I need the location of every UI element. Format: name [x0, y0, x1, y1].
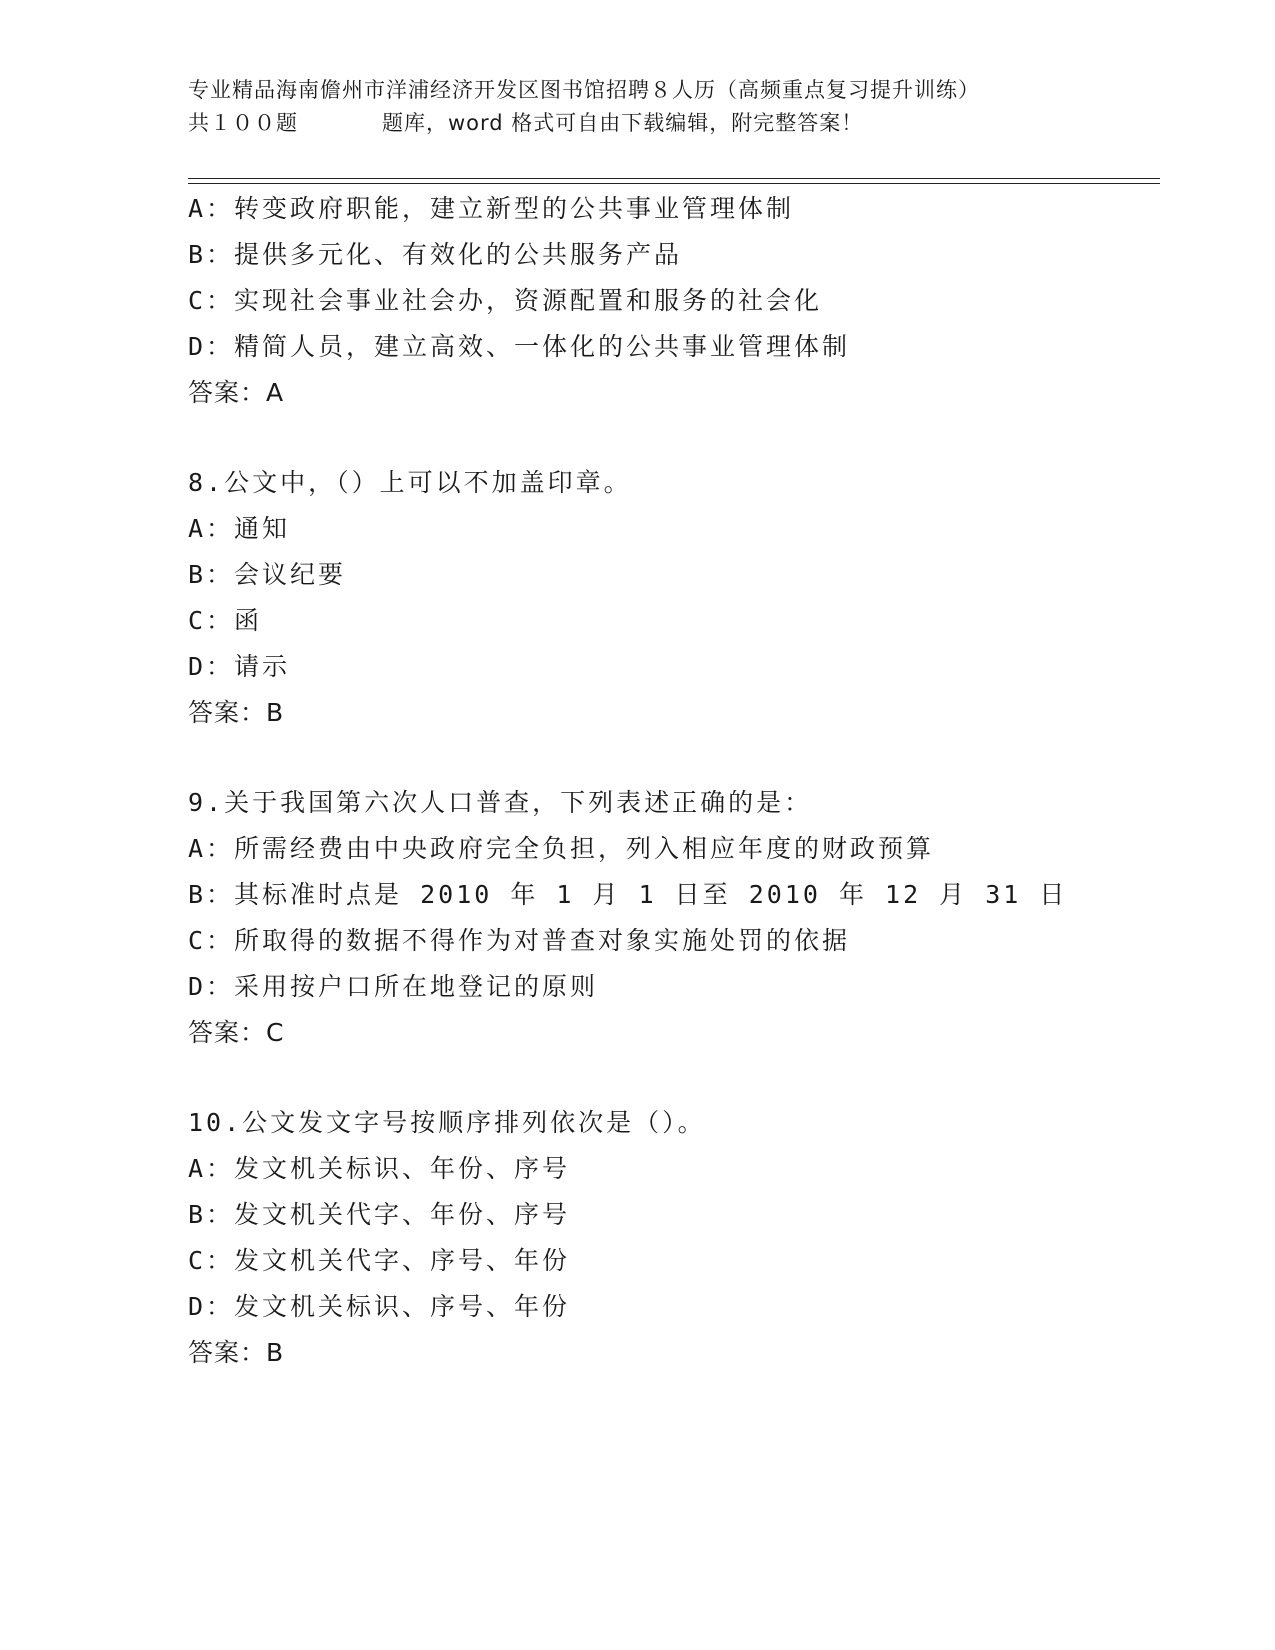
question-block [188, 460, 1188, 736]
option-a: A：发文机关标识、年份、序号 [188, 1154, 571, 1183]
option-b: B：其标准时点是 2010 年 1 月 1 日至 2010 年 12 月 31 日 [188, 880, 1068, 909]
option-c: C：实现社会事业社会办，资源配置和服务的社会化 [188, 286, 823, 315]
header-subtitle [188, 107, 1088, 140]
option-d: D：采用按户口所在地登记的原则 [188, 972, 599, 1001]
question-block [188, 1100, 1188, 1376]
question-prompt: 9.关于我国第六次人口普查，下列表述正确的是： [188, 788, 813, 817]
option-d: D：发文机关标识、序号、年份 [188, 1292, 571, 1321]
option-d: D：请示 [188, 652, 291, 681]
question-block [188, 780, 1188, 1056]
option-b: B：会议纪要 [188, 560, 347, 589]
answer-line: 答案：A [188, 378, 285, 407]
document-header [188, 74, 1088, 140]
answer-line: 答案：B [188, 698, 285, 727]
question-block [188, 186, 1188, 416]
answer-line: 答案：B [188, 1338, 285, 1367]
header-description: 题库，word 格式可自由下载编辑，附完整答案！ [382, 111, 864, 135]
option-a: A：转变政府职能，建立新型的公共事业管理体制 [188, 194, 795, 223]
header-divider-bottom [188, 183, 1160, 184]
header-divider-top [188, 178, 1160, 179]
option-b: B：发文机关代字、年份、序号 [188, 1200, 571, 1229]
option-c: C：发文机关代字、序号、年份 [188, 1246, 571, 1275]
header-title: 专业精品海南儋州市洋浦经济开发区图书馆招聘８人历（高频重点复习提升训练） [188, 78, 980, 102]
option-c: C：函 [188, 606, 263, 635]
question-prompt: 8.公文中，（）上可以不加盖印章。 [188, 468, 632, 497]
header-count: 共１００题 [188, 111, 298, 135]
option-b: B：提供多元化、有效化的公共服务产品 [188, 240, 683, 269]
option-a: A：所需经费由中央政府完全负担，列入相应年度的财政预算 [188, 834, 935, 863]
option-d: D：精简人员，建立高效、一体化的公共事业管理体制 [188, 332, 851, 361]
option-c: C：所取得的数据不得作为对普查对象实施处罚的依据 [188, 926, 851, 955]
option-a: A：通知 [188, 514, 291, 543]
question-list [188, 186, 1188, 1376]
question-prompt: 10.公文发文字号按顺序排列依次是（）。 [188, 1108, 706, 1137]
answer-line: 答案：C [188, 1018, 285, 1047]
